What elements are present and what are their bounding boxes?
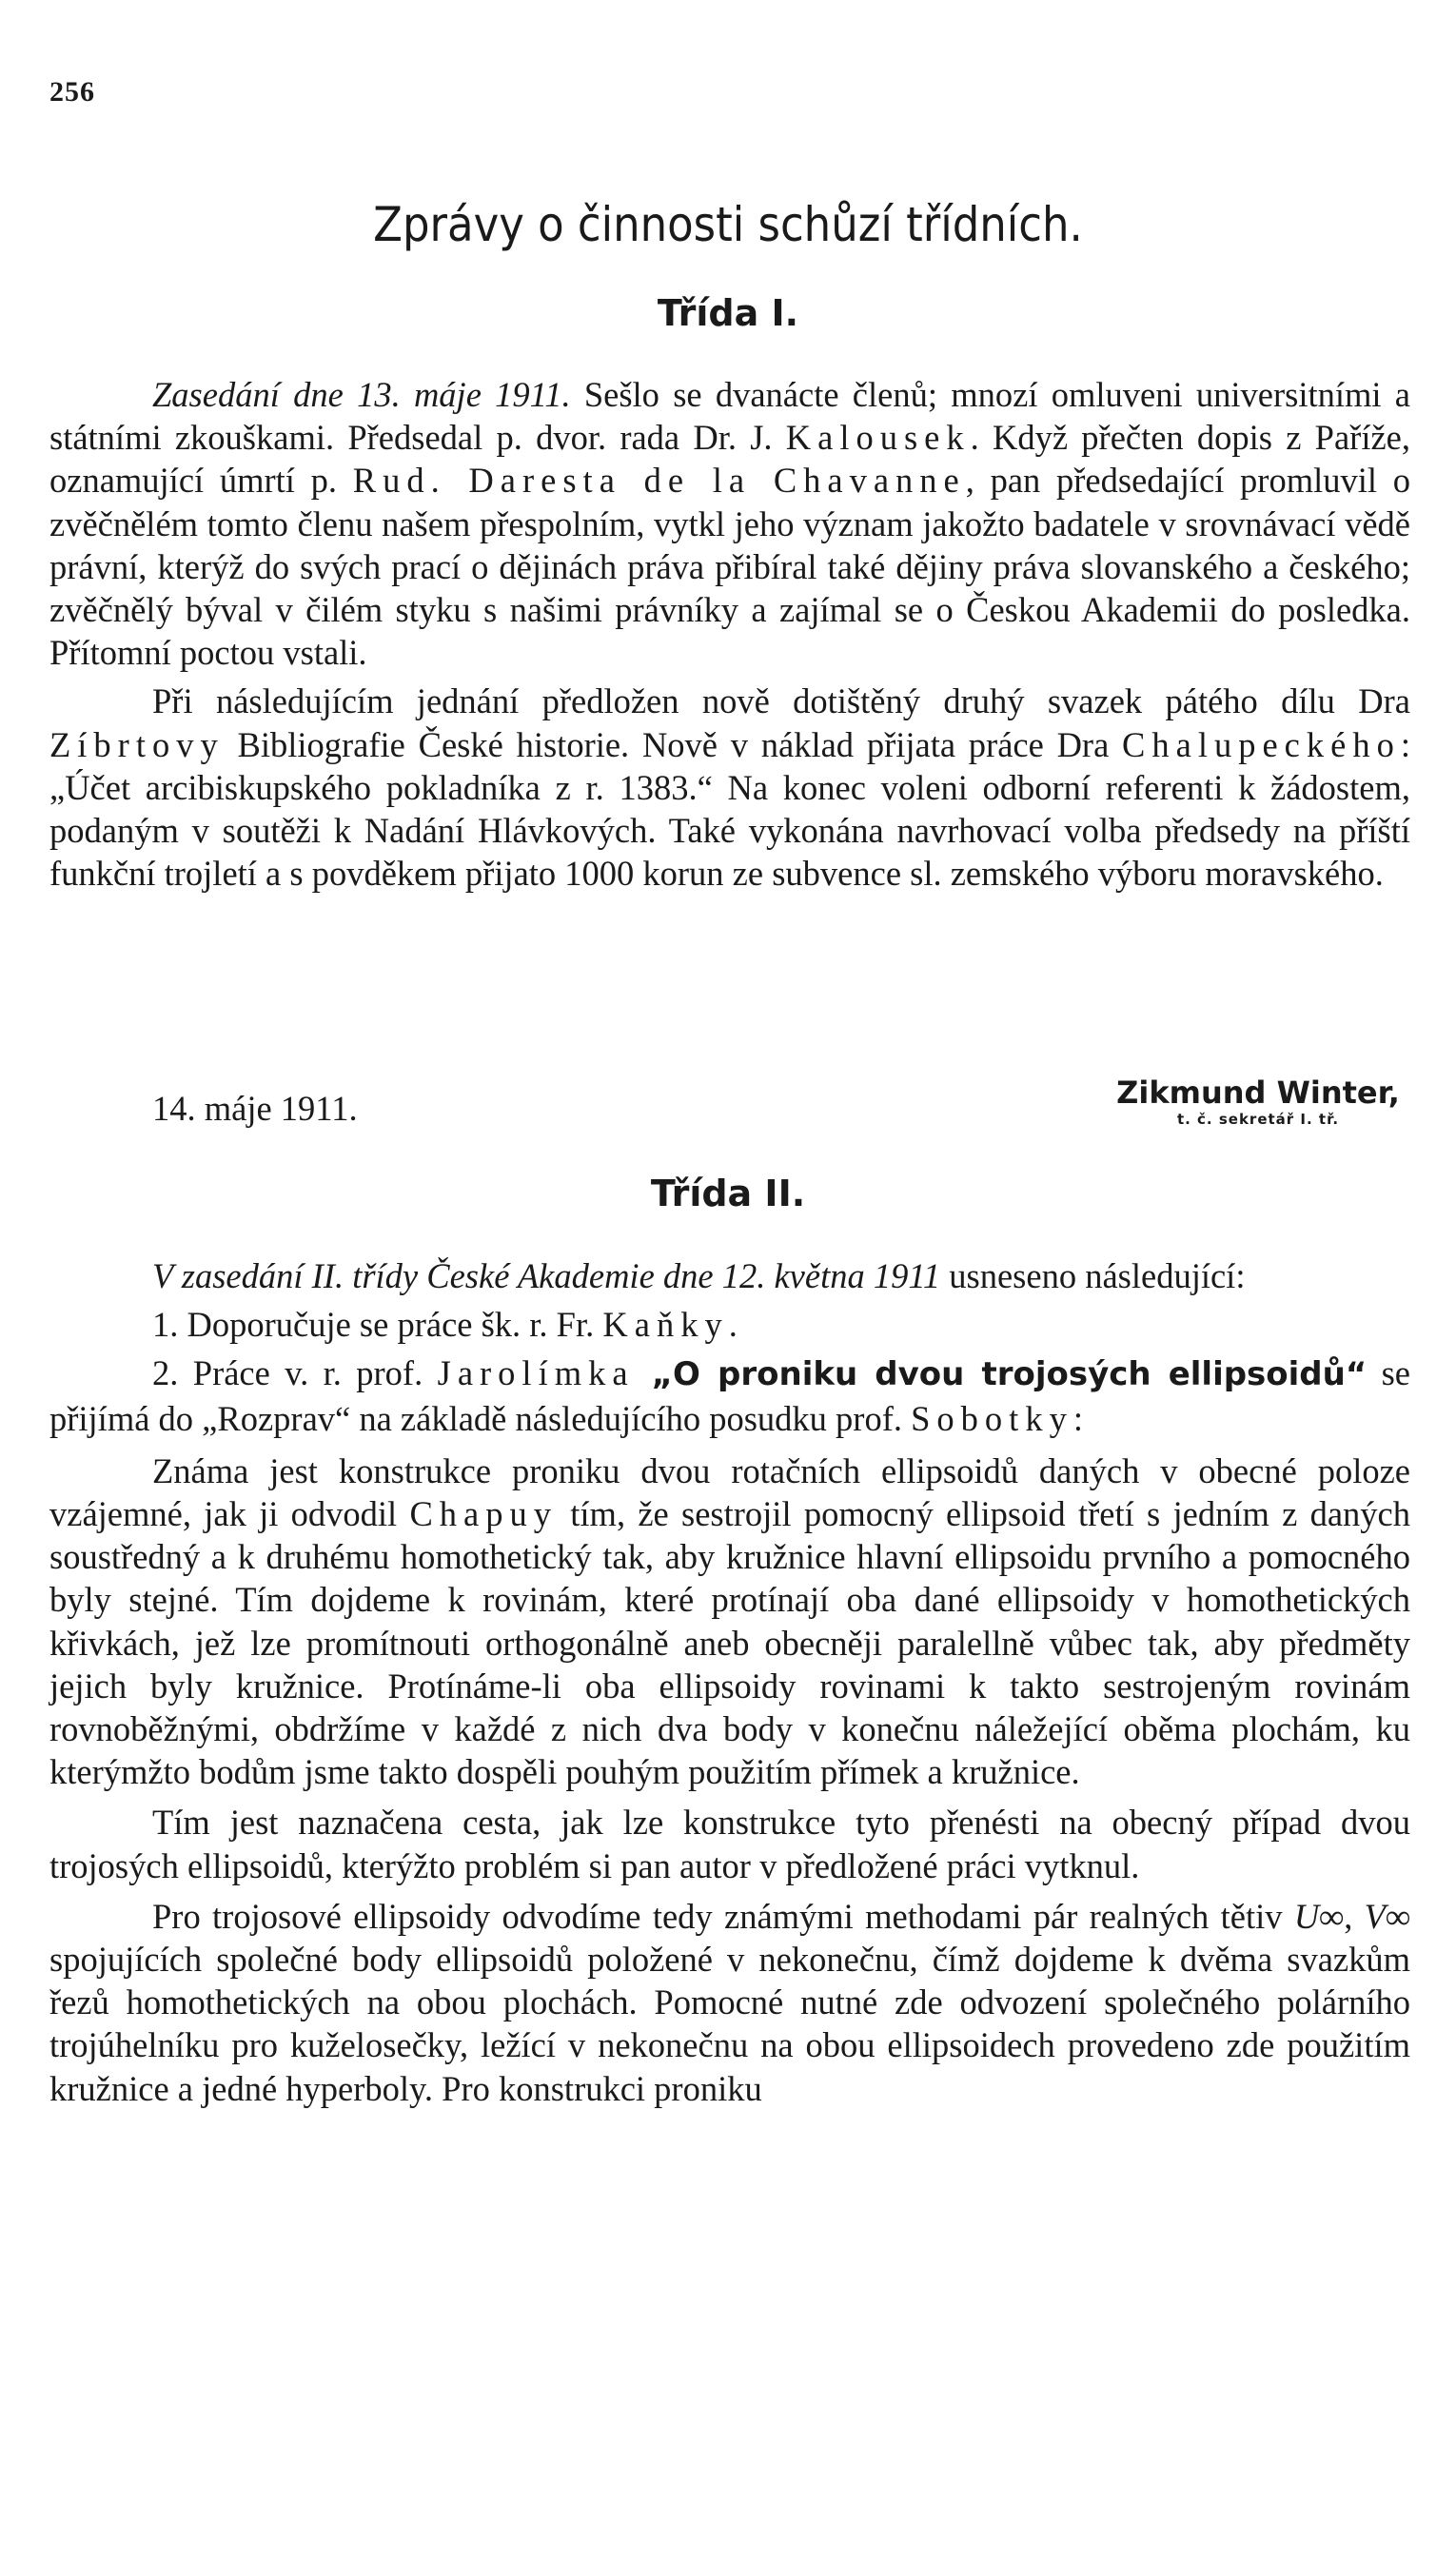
closing-date: 14. máje 1911. xyxy=(152,1089,358,1128)
class1-text-block xyxy=(49,373,1410,895)
class2-item-2: 2. Práce v. r. prof. Jarolímka „O proniku dvou trojosých ellipsoidů“ se přijímá do „Rozprav“ na základě následujícího posudku prof. Sobotky: xyxy=(49,1353,1411,1438)
class2-text-block xyxy=(49,1254,1410,2110)
class2-paragraph-5: Pro trojosové ellipsoidy odvodíme tedy známými methodami pár realných tětiv U∞, V∞ spojujících společné body ellipsoidů položené v nekonečnu, čímž dojdeme k dvěma svazkům řezů homothetických na obou plochách. Pomocné nutné zde odvození společného polárního trojúhelníku pro kuželosečky, ležící v nekonečnu na obou ellipsoidech provedeno zde použitím kružnice a jedné hyperboly. Pro konstrukci proniku xyxy=(49,1896,1410,2108)
signature-role: t. č. sekretář I. tř. xyxy=(1176,1111,1340,1128)
section-heading-class1: Třída I. xyxy=(657,292,799,334)
person-name: Kalousek xyxy=(785,418,971,458)
person-name: Zíbrtovy xyxy=(49,724,225,764)
class2-intro: V zasedání II. třídy České Akademie dne 12. května 1911 usneseno následující: xyxy=(152,1256,1246,1295)
class2-paragraph-3: Známa jest konstrukce proniku dvou rotačních ellipsoidů daných v obecné poloze vzájemné, jak ji odvodil Chapuy tím, že sestrojil pomocný ellipsoid třetí s jedním z daných soustředný a k druhému homothetický tak, aby kružnice hlavní ellipsoidu prvního a pomocného byly stejné. Tím dojdeme k rovinám, které protínají oba dané ellipsoidy v homothetických křivkách, jež lze promítnouti orthogonálně aneb obecněji paralellně vůbec tak, aby předměty jejich byly kružnice. Protínáme-li oba ellipsoidy rovinami k takto sestrojeným rovinám rovnoběžnými, obdržíme v každé z nich dva body v konečnu náležející oběma plochám, ku kterýmžto bodům jsme takto dospěli pouhým použitím přímek a kružnice. xyxy=(49,1450,1410,1792)
person-name: Chapuy xyxy=(409,1494,558,1534)
signature-block xyxy=(1106,1074,1410,1127)
page-title: Zprávy o činnosti schůzí třídních. xyxy=(373,197,1083,252)
signature-name: Zikmund Winter, xyxy=(1116,1075,1400,1111)
person-name: Chalupeckého xyxy=(1122,724,1401,764)
class1-paragraph-2: Při následujícím jednání předložen nově dotištěný druhý svazek pátého dílu Dra Zíbrtovy Bibliografie České historie. Nově v náklad přijata práce Dra Chalupeckého: „Účet arcibiskupského pokladníka z r. 1383.“ Na konec voleni odborní referenti k žádostem, podaným v soutěži k Nadání Hlávkových. Také vykonána navrhovací volba předsedy na příští funkční trojletí a s povděkem přijato 1000 korun ze subvence sl. zemského výboru moravského. xyxy=(49,681,1410,894)
math-symbol: U∞ xyxy=(1293,1896,1345,1936)
person-name: Kaňky xyxy=(602,1305,729,1345)
class1-paragraph-1: Zasedání dne 13. máje 1911. Sešlo se dvanácte členů; mnozí omluveni universitními a státními zkouškami. Předsedal p. dvor. rada Dr. J. Kalousek. Když přečten dopis z Paříže, oznamující úmrtí p. Rud. Daresta de la Chavanne, pan předsedající promluvil o zvěčnělém tomto členu našem přespolním, vytkl jeho význam jakožto badatele v srovnávací vědě právní, kterýž do svých prací o dějinách práva přibíral také dějiny práva slovanského a českého; zvěčnělý býval v čilém styku s našimi právníky a zajímal se o Českou Akademii do posledka. Přítomní poctou vstali. xyxy=(49,375,1410,673)
page-number: 256 xyxy=(49,76,95,108)
class2-item-1: 1. Doporučuje se práce šk. r. Fr. Kaňky. xyxy=(152,1305,738,1345)
person-name: Jarolímka xyxy=(437,1353,635,1393)
math-symbol: V∞ xyxy=(1364,1896,1410,1936)
work-title: „O proniku dvou trojosých ellipsoidů“ xyxy=(634,1355,1367,1394)
person-name: Sobotky xyxy=(911,1398,1073,1438)
section-heading-class2: Třída II. xyxy=(650,1173,806,1214)
session-date-lead: V zasedání II. třídy České Akademie dne 12. května 1911 xyxy=(152,1256,941,1295)
session-date-lead: Zasedání dne 13. máje 1911. xyxy=(152,375,571,414)
class2-paragraph-4: Tím jest naznačena cesta, jak lze konstrukce tyto přenésti na obecný případ dvou trojosých ellipsoidů, kterýžto problém si pan autor v předložené práci vytknul. xyxy=(49,1803,1410,1885)
person-name: Rud. Daresta de la Chavanne xyxy=(352,461,966,501)
